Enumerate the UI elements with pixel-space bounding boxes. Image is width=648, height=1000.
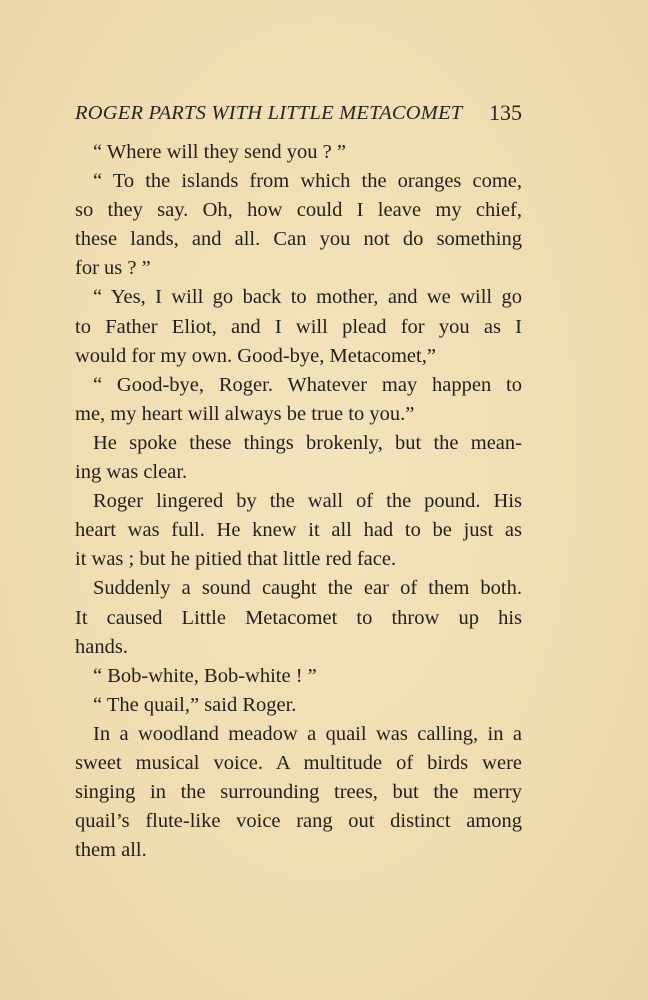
running-title: ROGER PARTS WITH LITTLE METACOMET (75, 102, 463, 124)
text-line: In a woodland meadow a quail was calling, in a (93, 722, 522, 745)
text-line: quail’s flute-like voice rang out distinct among (75, 810, 522, 833)
text-line: “ Where will they send you ? ” (93, 141, 346, 163)
text-line: singing in the surrounding trees, but the merry (75, 781, 522, 804)
text-line: Suddenly a sound caught the ear of them both. (93, 577, 522, 600)
page-header (75, 100, 522, 130)
text-line: “ The quail,” said Roger. (93, 693, 297, 716)
text-line: “ Yes, I will go back to mother, and we will go (93, 286, 522, 309)
text-line: Roger lingered by the wall of the pound. His (93, 490, 522, 513)
text-line: “ Bob-white, Bob-white ! ” (93, 664, 317, 687)
text-line: me, my heart will always be true to you.” (75, 402, 415, 425)
text-line: He spoke these things brokenly, but the mean- (93, 431, 522, 454)
text-line: “ To the islands from which the oranges come, (93, 170, 522, 193)
page-number: 135 (489, 100, 522, 125)
text-line: would for my own. Good-bye, Metacomet,” (75, 344, 436, 367)
text-line: to Father Eliot, and I will plead for you as I (75, 315, 522, 338)
text-line: it was ; but he pitied that little red face. (75, 548, 397, 571)
body-text (75, 138, 522, 865)
text-line: them all. (75, 839, 147, 862)
text-line: for us ? ” (75, 257, 151, 280)
text-line: heart was full. He knew it all had to be just as (75, 519, 522, 542)
text-line: these lands, and all. Can you not do something (75, 228, 522, 251)
text-line: so they say. Oh, how could I leave my chief, (75, 199, 522, 222)
text-line: sweet musical voice. A multitude of birds were (75, 751, 522, 774)
text-line: “ Good-bye, Roger. Whatever may happen to (93, 373, 522, 396)
text-line: hands. (75, 635, 128, 658)
text-line: It caused Little Metacomet to throw up his (75, 606, 522, 629)
text-line: ing was clear. (75, 461, 188, 484)
